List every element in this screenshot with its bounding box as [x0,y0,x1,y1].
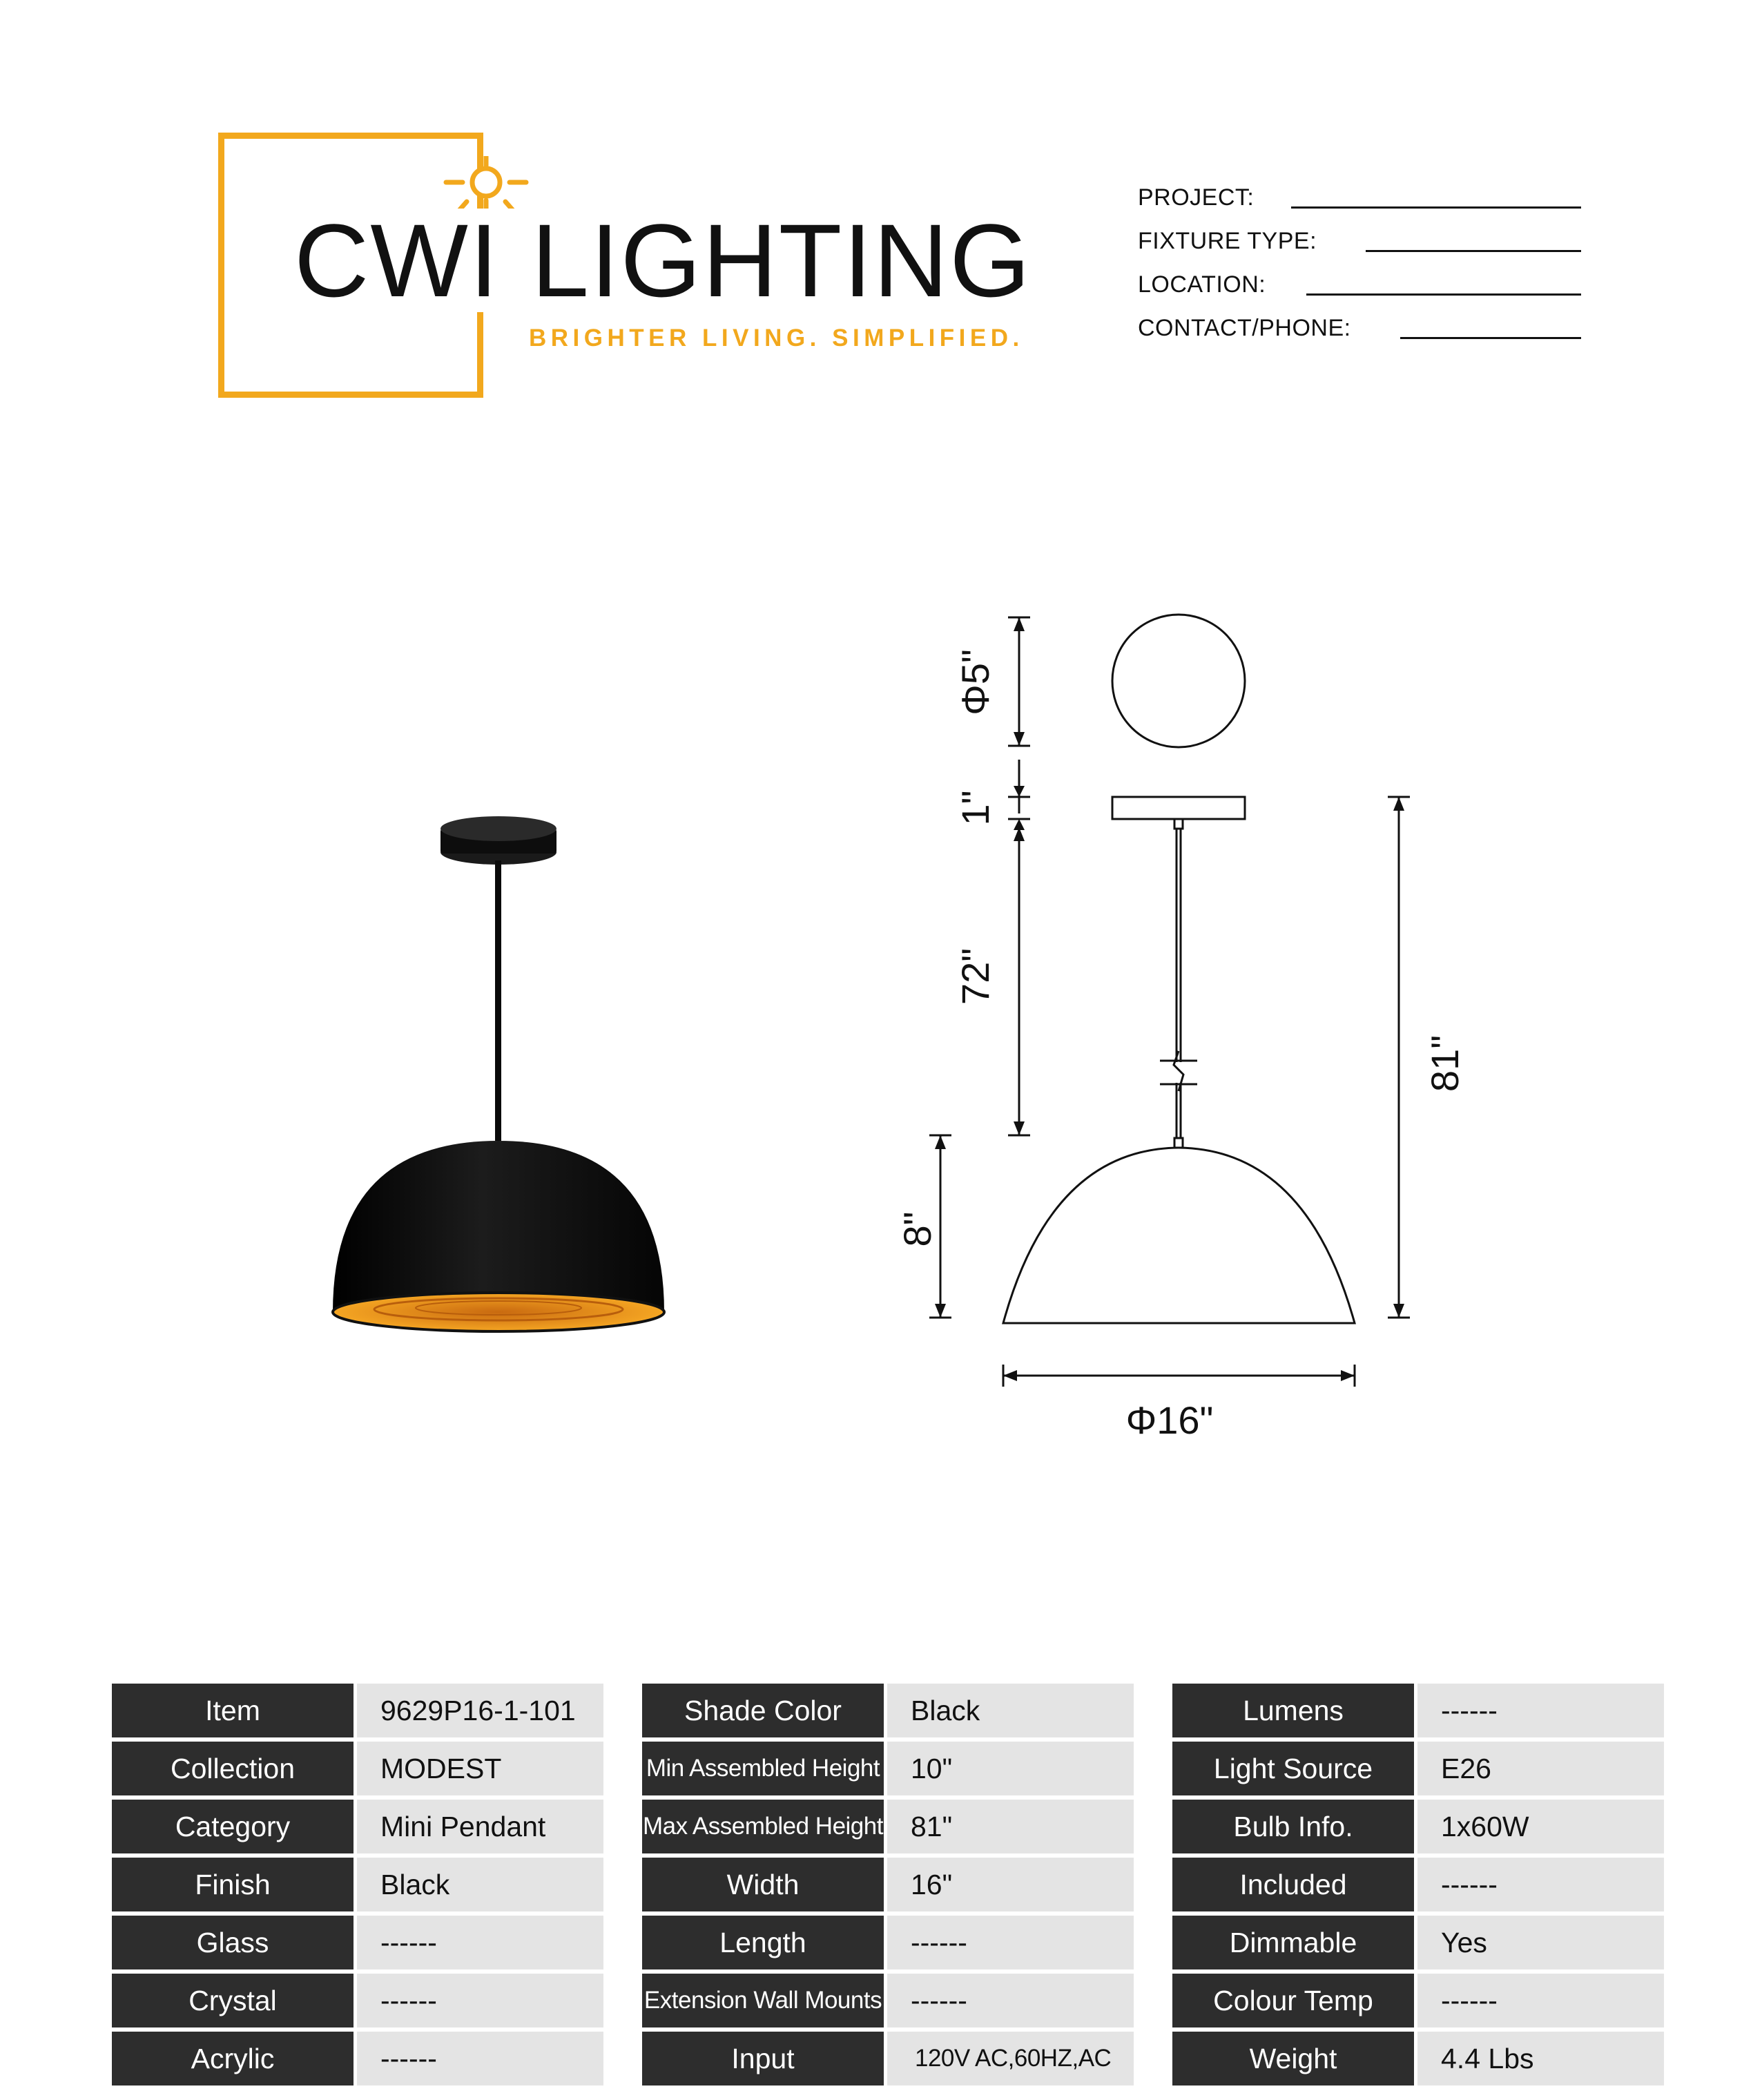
table-row [1172,1684,1664,1737]
brand-name [289,202,1037,318]
spec-value: ------ [1417,1974,1664,2027]
spec-value: ------ [357,1974,603,2027]
spec-label: Max Assembled Height [642,1800,887,1853]
overall-height-label: 81" [1423,1034,1466,1092]
brand-name-part1: CWI [294,202,500,318]
table-row [642,1858,1134,1911]
table-row [1172,1916,1664,1969]
spec-value: Mini Pendant [357,1800,603,1853]
spec-label: Input [642,2032,887,2085]
table-row [642,1916,1134,1969]
spec-value: Black [357,1858,603,1911]
project-label: PROJECT: [1138,184,1255,211]
spec-label: Item [112,1684,357,1737]
spec-label: Min Assembled Height [642,1742,887,1795]
dome-pendant-photo [318,815,677,1340]
cord-length-label: 72" [953,947,997,1005]
table-row [1172,1858,1664,1911]
spec-value: 1x60W [1417,1800,1664,1853]
table-row [642,2032,1134,2085]
spec-label: Finish [112,1858,357,1911]
spec-value: E26 [1417,1742,1664,1795]
spec-table-electrical [1172,1679,1664,2090]
contact-phone-input-line[interactable] [1400,337,1581,339]
spec-label: Collection [112,1742,357,1795]
spec-value: ------ [887,1974,1134,2027]
spec-value: ------ [357,1916,603,1969]
spec-value: 16" [887,1858,1134,1911]
spec-label: Crystal [112,1974,357,2027]
spec-label: Acrylic [112,2032,357,2085]
spec-value: ------ [1417,1684,1664,1737]
table-row [112,2032,603,2085]
spec-label: Shade Color [642,1684,887,1737]
shade-height-label: 8" [895,1211,939,1247]
spec-label: Included [1172,1858,1417,1911]
table-row [112,1800,603,1853]
fixture-type-field[interactable] [1138,224,1581,259]
contact-phone-field[interactable] [1138,311,1581,346]
spec-value: ------ [357,2032,603,2085]
spec-label: Length [642,1916,887,1969]
spec-value: 81" [887,1800,1134,1853]
spec-label: Glass [112,1916,357,1969]
table-row [642,1742,1134,1795]
spec-label: Extension Wall Mounts [642,1974,887,2027]
table-row [1172,1974,1664,2027]
table-row [1172,2032,1664,2085]
spec-table-general [112,1679,603,2090]
brand-tagline: BRIGHTER LIVING. SIMPLIFIED. [525,322,1028,355]
spec-label: Width [642,1858,887,1911]
table-row [112,1742,603,1795]
table-row [1172,1742,1664,1795]
project-input-line[interactable] [1291,206,1581,209]
table-row [642,1800,1134,1853]
spec-value: MODEST [357,1742,603,1795]
spec-label: Light Source [1172,1742,1417,1795]
location-label: LOCATION: [1138,271,1266,298]
spec-value: 4.4 Lbs [1417,2032,1664,2085]
spec-label: Bulb Info. [1172,1800,1417,1853]
spec-label: Lumens [1172,1684,1417,1737]
spec-label: Colour Temp [1172,1974,1417,2027]
spec-label: Category [112,1800,357,1853]
spec-value: ------ [1417,1858,1664,1911]
dimension-drawing [870,608,1491,1436]
fixture-type-label: FIXTURE TYPE: [1138,228,1317,254]
spec-value: 10" [887,1742,1134,1795]
table-row [1172,1800,1664,1853]
location-field[interactable] [1138,268,1581,302]
spec-label: Dimmable [1172,1916,1417,1969]
spec-label: Weight [1172,2032,1417,2085]
spec-value: 9629P16-1-101 [357,1684,603,1737]
table-row [112,1974,603,2027]
spec-value: ------ [887,1916,1134,1969]
fixture-type-input-line[interactable] [1366,250,1581,252]
spec-value: Black [887,1684,1134,1737]
shade-diameter-label: Φ16" [1125,1398,1214,1436]
table-row [112,1858,603,1911]
canopy-diameter-label: Φ5" [953,649,997,715]
table-row [642,1684,1134,1737]
table-row [112,1684,603,1737]
brand-name-part2: LIGHTING [531,202,1032,318]
spec-table-dimensions [642,1679,1134,2090]
contact-phone-label: CONTACT/PHONE: [1138,315,1351,341]
location-input-line[interactable] [1306,293,1581,296]
table-row [112,1916,603,1969]
table-row [642,1974,1134,2027]
spec-value: Yes [1417,1916,1664,1969]
canopy-height-label: 1" [953,790,997,826]
project-field[interactable] [1138,181,1581,215]
spec-value: 120V AC,60HZ,AC [887,2032,1134,2085]
